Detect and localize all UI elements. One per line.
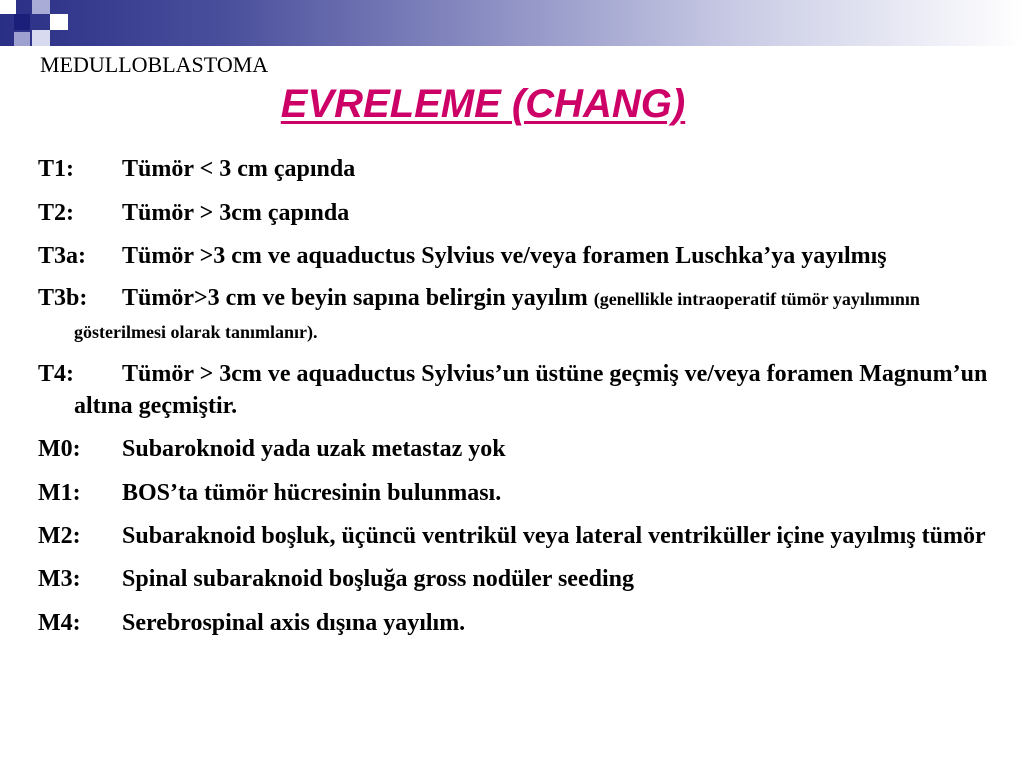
stage-description: Tümör > 3cm çapında <box>122 200 350 226</box>
slide-title <box>0 78 966 130</box>
stage-description: Tümör > 3cm ve aquaductus Sylvius’un üstüne geçmiş ve/veya foramen Magnum’un altına geçmiştir. <box>74 361 988 419</box>
stage-code: M3: <box>38 566 81 592</box>
stage-description: Spinal subaraknoid boşluğa gross nodüler seeding <box>122 566 634 592</box>
list-item <box>38 432 1000 466</box>
stage-note: (genellikle intraoperatif tümör yayılımının gösterilmesi olarak tanımlanır). <box>74 289 920 342</box>
stage-description: BOS’ta tümör hücresinin bulunması. <box>122 480 502 506</box>
header-gradient-bar <box>0 0 1024 46</box>
list-item <box>38 152 1000 186</box>
decorative-square-lavender-2 <box>14 32 30 46</box>
stage-code: M1: <box>38 480 81 506</box>
stage-description: Serebrospinal axis dışına yayılım. <box>122 610 466 636</box>
decorative-square-white-tl <box>0 0 16 14</box>
staging-list <box>38 152 1000 650</box>
stage-code: T3a: <box>38 243 86 269</box>
slide-supertitle: MEDULLOBLASTOMA <box>40 52 269 77</box>
stage-description: Subaraknoid boşluk, üçüncü ventrikül veya lateral ventriküller içine yayılmış tümör <box>122 523 986 549</box>
list-item <box>38 520 1000 552</box>
stage-code: T1: <box>38 156 74 182</box>
decorative-square-light <box>32 30 50 46</box>
decorative-square-navy <box>14 14 30 30</box>
stage-code: T4: <box>38 361 74 387</box>
stage-description: Subaroknoid yada uzak metastaz yok <box>122 436 506 462</box>
stage-code: M4: <box>38 610 81 636</box>
list-item <box>38 358 1000 422</box>
stage-code: M0: <box>38 436 81 462</box>
list-item <box>38 606 1000 640</box>
stage-description: Tümör >3 cm ve aquaductus Sylvius ve/veya foramen Luschka’ya yayılmış <box>122 243 887 269</box>
decorative-square-lavender <box>32 0 50 14</box>
list-item <box>38 240 1000 272</box>
list-item <box>38 562 1000 596</box>
stage-code: T2: <box>38 200 74 226</box>
stage-code: T3b: <box>38 285 88 311</box>
decorative-square-white <box>50 14 68 30</box>
list-item <box>38 476 1000 510</box>
stage-description: Tümör>3 cm ve beyin sapına belirgin yayılım <box>122 285 588 311</box>
slide-title-text: EVRELEME (CHANG) <box>280 82 686 126</box>
stage-description: Tümör < 3 cm çapında <box>122 156 356 182</box>
stage-code: M2: <box>38 523 81 549</box>
list-item <box>38 282 1000 348</box>
list-item <box>38 196 1000 230</box>
